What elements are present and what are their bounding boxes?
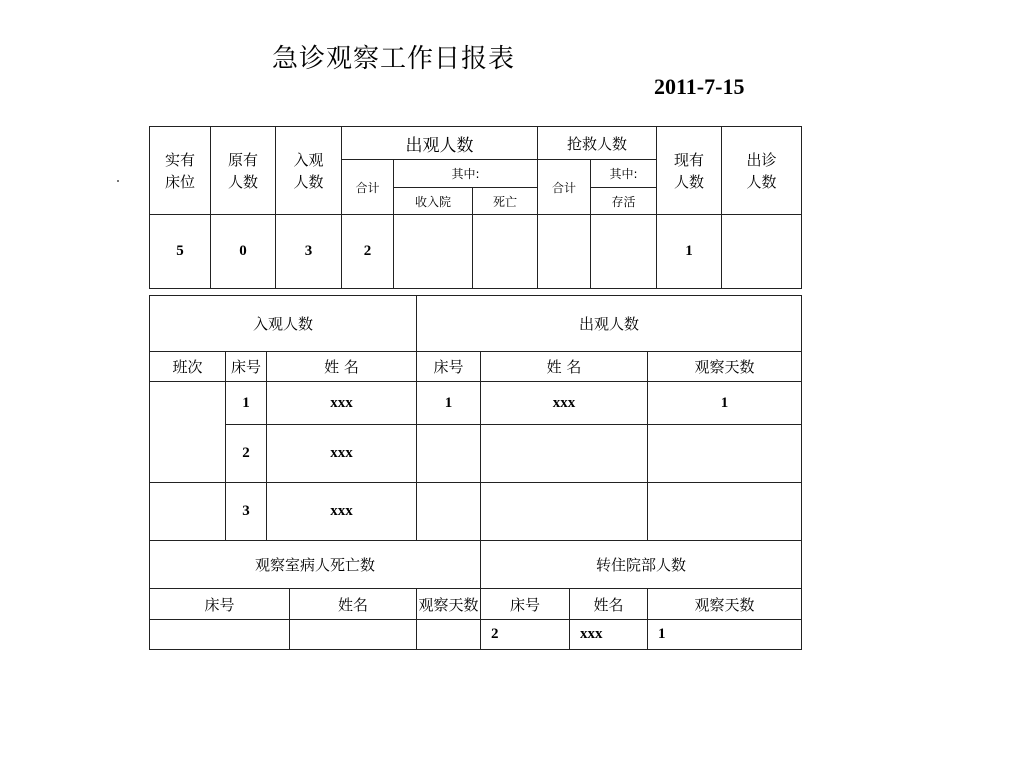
row-out-bed: 1 bbox=[417, 382, 481, 425]
col-shift: 班次 bbox=[150, 352, 226, 382]
stray-dot bbox=[117, 180, 119, 182]
row-out-days bbox=[648, 483, 802, 541]
deaths-col-bed: 床号 bbox=[150, 589, 290, 620]
value-admitted: 3 bbox=[276, 215, 342, 289]
detail-table bbox=[149, 295, 802, 650]
row-out-name: xxx bbox=[481, 382, 648, 425]
header-discharged: 出观人数 bbox=[342, 127, 538, 160]
value-discharged-death bbox=[473, 215, 538, 289]
row-name: xxx bbox=[267, 382, 417, 425]
row-out-days bbox=[648, 425, 802, 483]
deaths-row-name bbox=[290, 620, 417, 650]
row-out-name bbox=[481, 483, 648, 541]
header-outpatient: 出诊 人数 bbox=[722, 127, 802, 215]
report-date: 2011-7-15 bbox=[654, 74, 745, 99]
transfer-col-bed: 床号 bbox=[481, 589, 570, 620]
transfer-col-name: 姓名 bbox=[570, 589, 648, 620]
deaths-section-header: 观察室病人死亡数 bbox=[150, 541, 481, 589]
col-out-days: 观察天数 bbox=[648, 352, 802, 382]
header-discharged-to-hospital: 收入院 bbox=[394, 188, 473, 215]
transfer-row-bed: 2 bbox=[481, 620, 570, 650]
deaths-row-bed bbox=[150, 620, 290, 650]
transfer-col-days: 观察天数 bbox=[648, 589, 802, 620]
discharged-section-header: 出观人数 bbox=[417, 296, 802, 352]
row-bed: 1 bbox=[226, 382, 267, 425]
header-discharged-of-which: 其中: bbox=[394, 160, 538, 188]
shift-cell bbox=[150, 483, 226, 541]
header-rescue: 抢救人数 bbox=[538, 127, 657, 160]
admitted-section-header: 入观人数 bbox=[150, 296, 417, 352]
row-name: xxx bbox=[267, 425, 417, 483]
header-original: 原有 人数 bbox=[211, 127, 276, 215]
value-rescue-survived bbox=[591, 215, 657, 289]
value-original: 0 bbox=[211, 215, 276, 289]
transfer-row-days: 1 bbox=[648, 620, 802, 650]
summary-table bbox=[149, 126, 802, 289]
header-rescue-total: 合计 bbox=[538, 160, 591, 215]
value-discharged-total: 2 bbox=[342, 215, 394, 289]
shift-cell bbox=[150, 382, 226, 483]
header-beds: 实有 床位 bbox=[150, 127, 211, 215]
header-rescue-survived: 存活 bbox=[591, 188, 657, 215]
deaths-col-name: 姓名 bbox=[290, 589, 417, 620]
col-bed: 床号 bbox=[226, 352, 267, 382]
row-bed: 3 bbox=[226, 483, 267, 541]
row-name: xxx bbox=[267, 483, 417, 541]
value-discharged-to-hospital bbox=[394, 215, 473, 289]
row-out-name bbox=[481, 425, 648, 483]
header-current: 现有 人数 bbox=[657, 127, 722, 215]
report-title: 急诊观察工作日报表 bbox=[272, 44, 516, 74]
header-admitted: 入观 人数 bbox=[276, 127, 342, 215]
value-outpatient bbox=[722, 215, 802, 289]
row-bed: 2 bbox=[226, 425, 267, 483]
transfer-row-name: xxx bbox=[570, 620, 648, 650]
value-rescue-total bbox=[538, 215, 591, 289]
row-out-days: 1 bbox=[648, 382, 802, 425]
col-out-bed: 床号 bbox=[417, 352, 481, 382]
value-beds: 5 bbox=[150, 215, 211, 289]
deaths-row-days bbox=[417, 620, 481, 650]
row-out-bed bbox=[417, 483, 481, 541]
col-name: 姓 名 bbox=[267, 352, 417, 382]
transfer-section-header: 转住院部人数 bbox=[481, 541, 802, 589]
value-current: 1 bbox=[657, 215, 722, 289]
header-rescue-of-which: 其中: bbox=[591, 160, 657, 188]
row-out-bed bbox=[417, 425, 481, 483]
header-discharged-total: 合计 bbox=[342, 160, 394, 215]
deaths-col-days: 观察天数 bbox=[417, 589, 481, 620]
col-out-name: 姓 名 bbox=[481, 352, 648, 382]
header-discharged-death: 死亡 bbox=[473, 188, 538, 215]
